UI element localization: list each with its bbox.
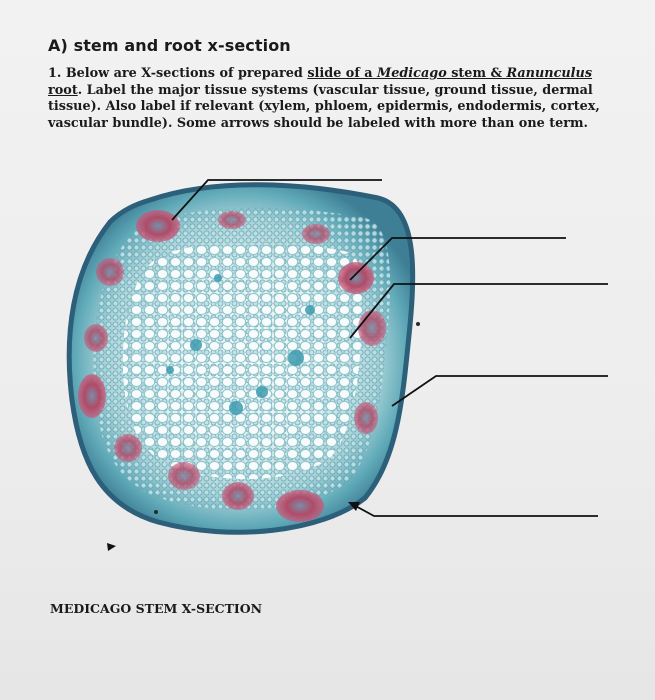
slide-link-text: slide of a Medicago stem & Ranunculus root bbox=[48, 66, 593, 98]
vascular-bundle bbox=[96, 258, 124, 286]
arrowhead-icon bbox=[107, 543, 116, 551]
vascular-bundle bbox=[302, 224, 330, 244]
figure-caption: MEDICAGO STEM X-SECTION bbox=[50, 601, 263, 616]
label-line-4 bbox=[392, 376, 608, 406]
vascular-bundle bbox=[84, 324, 108, 352]
vascular-bundle bbox=[222, 482, 254, 510]
vascular-bundle bbox=[114, 434, 142, 462]
section-title: A) stem and root x-section bbox=[48, 36, 291, 55]
instructions-text bbox=[48, 66, 618, 132]
vascular-bundle bbox=[168, 462, 200, 490]
pith-region bbox=[123, 241, 363, 479]
stem-cross-section-figure bbox=[0, 160, 655, 580]
label-line-5 bbox=[352, 504, 598, 516]
debris-mark bbox=[416, 322, 420, 326]
debris-mark bbox=[154, 510, 158, 514]
vascular-bundle bbox=[354, 402, 378, 434]
vascular-bundle bbox=[218, 211, 246, 229]
vascular-bundle bbox=[276, 490, 324, 522]
vascular-bundle bbox=[78, 374, 106, 418]
vascular-bundle bbox=[358, 310, 386, 346]
vascular-bundle bbox=[338, 262, 374, 294]
vascular-bundle bbox=[136, 210, 180, 242]
instructions-part2: . Label the major tissue systems (vascular tissue, ground tissue, dermal tissue). Also label if relevant (xylem, phloem, epidermis, endodermis, cortex, vascular bundle). Some arrows should be labeled with more than one term. bbox=[48, 82, 600, 131]
instructions-part1: 1. Below are X-sections of prepared bbox=[48, 66, 308, 81]
